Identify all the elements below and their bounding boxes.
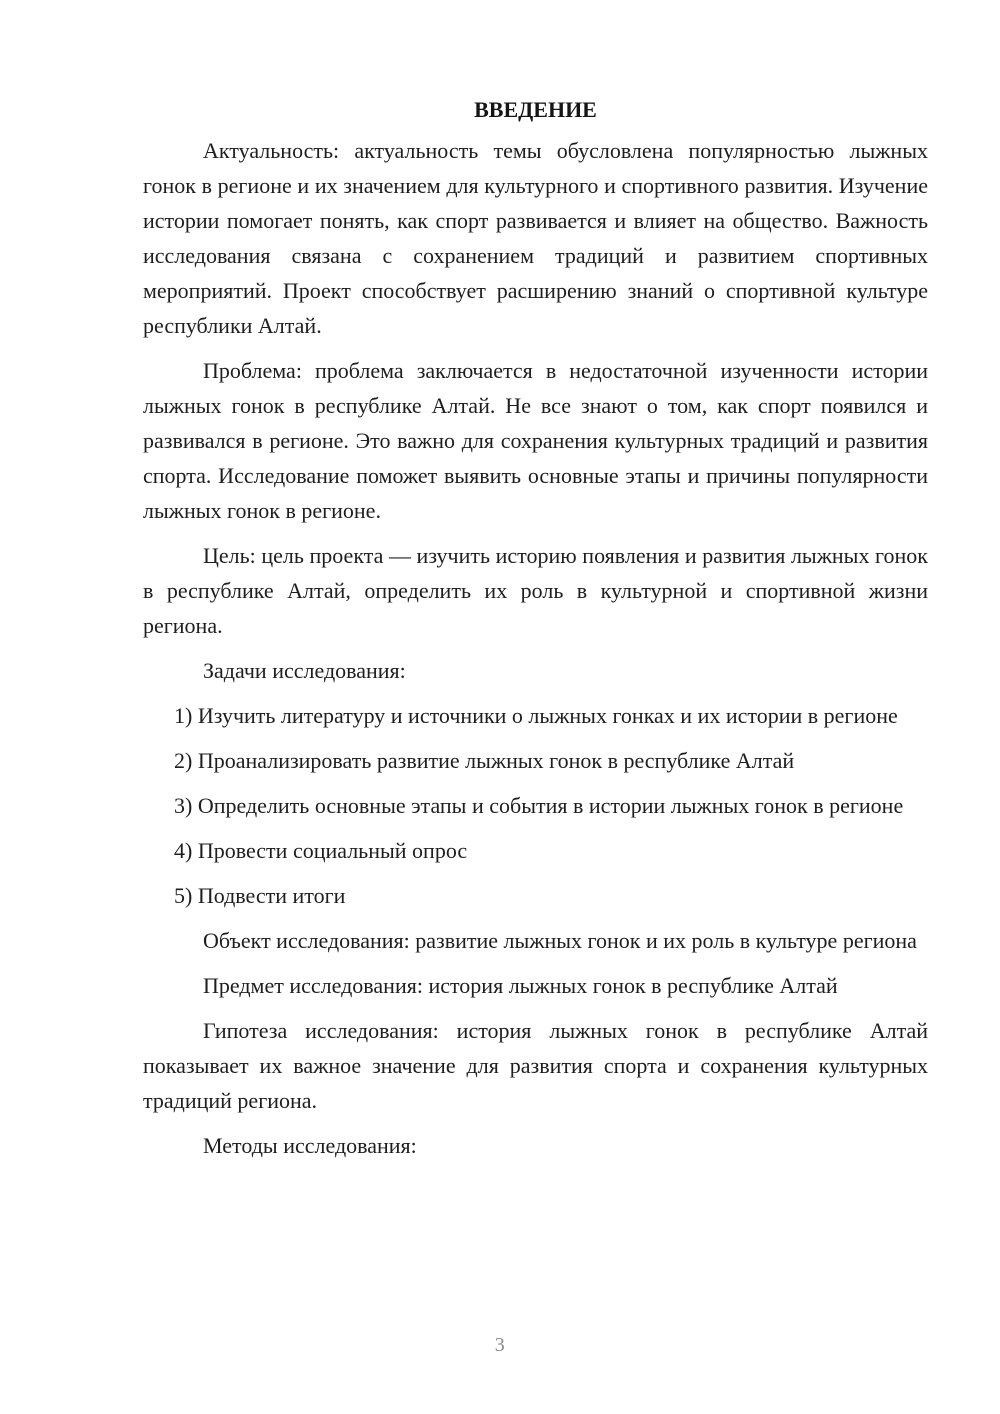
page-content xyxy=(143,92,928,1173)
methods-heading: Методы исследования: xyxy=(203,1133,417,1158)
page-number: 3 xyxy=(494,1334,506,1356)
paragraph-goal: Цель: цель проекта — изучить историю появления и развития лыжных гонок в республике Алтай, определить их роль в культурной и спортивной жизни региона. xyxy=(143,543,928,638)
paragraph-object: Объект исследования: развитие лыжных гонок и их роль в культуре региона xyxy=(203,928,917,953)
tasks-heading: Задачи исследования: xyxy=(203,658,406,683)
paragraph-hypothesis: Гипотеза исследования: история лыжных гонок в республике Алтай показывает их важное значение для развития спорта и сохранения культурных традиций региона. xyxy=(143,1018,928,1113)
section-title: ВВЕДЕНИЕ xyxy=(474,97,597,122)
paragraph-problem: Проблема: проблема заключается в недостаточной изученности истории лыжных гонок в республике Алтай. Не все знают о том, как спорт появился и развивался в регионе. Это важно для сохранения культурных традиций и развития спорта. Исследование поможет выявить основные этапы и причины популярности лыжных гонок в регионе. xyxy=(143,358,928,523)
task-item-3: 3) Определить основные этапы и события в истории лыжных гонок в регионе xyxy=(174,793,904,818)
task-item-5: 5) Подвести итоги xyxy=(174,883,346,908)
task-item-4: 4) Провести социальный опрос xyxy=(174,838,468,863)
paragraph-subject: Предмет исследования: история лыжных гонок в республике Алтай xyxy=(203,973,838,998)
task-item-1: 1) Изучить литературу и источники о лыжных гонках и их истории в регионе xyxy=(174,703,898,728)
paragraph-relevance: Актуальность: актуальность темы обусловлена популярностью лыжных гонок в регионе и их значением для культурного и спортивного развития. Изучение истории помогает понять, как спорт развивается и влияет на общество. Важность исследования связана с сохранением традиций и развитием спортивных мероприятий. Проект способствует расширению знаний о спортивной культуре республики Алтай. xyxy=(143,138,928,338)
task-item-2: 2) Проанализировать развитие лыжных гонок в республике Алтай xyxy=(174,748,795,773)
